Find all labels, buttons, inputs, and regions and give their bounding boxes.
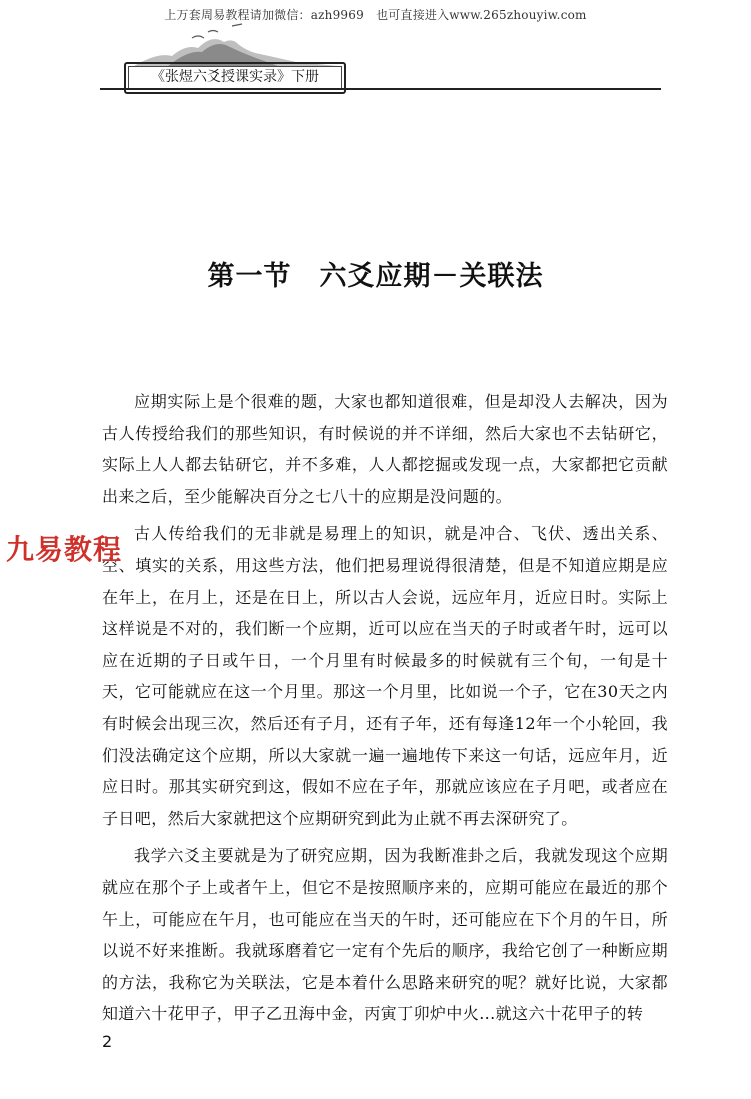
section-title: 第一节 六爻应期－关联法 xyxy=(207,261,544,292)
page-number: 2 xyxy=(102,1032,113,1051)
paragraph-1: 应期实际上是个很难的题，大家也都知道很难，但是却没人去解决，因为古人传授给我们的那些知识，有时候说的并不详细，然后大家也不去钻研它，实际上人人都去钻研它，并不多难，人人都挖掘或发现一点，大家都把它贡献出来之后，至少能解决百分之七八十的应期是没问题的。 xyxy=(102,392,668,506)
body-text xyxy=(102,386,668,1036)
book-title: 《张煜六爻授课实录》下册 xyxy=(151,69,319,85)
top-promo-note: 上万套周易教程请加微信：azh9969 也可直接进入www.265zhouyiw.com xyxy=(164,8,587,22)
watermark-logo: 九易教程 xyxy=(6,533,123,566)
header-rule xyxy=(100,88,661,90)
paragraph-3: 我学六爻主要就是为了研究应期，因为我断准卦之后，我就发现这个应期就应在那个子上或者午上，但它不是按照顺序来的，应期可能应在最近的那个午上，可能应在午月，也可能应在当天的午时，还可能应在下个月的午日，所以说不好来推断。我就琢磨着它一定有个先后的顺序，我给它创了一种断应期的方法，我称它为关联法，它是本着什么思路来研究的呢？就好比说，大家都知道六十花甲子，甲子乙丑海中金，丙寅丁卯炉中火...就这六十花甲子的转 xyxy=(102,846,668,1024)
paragraph-2: 古人传给我们的无非就是易理上的知识，就是冲合、飞伏、透出关系、空、填实的关系，用这些方法，他们把易理说得很清楚，但是不知道应期是应在年上，在月上，还是在日上，所以古人会说，远应年月，近应日时。实际上这样说是不对的，我们断一个应期，近可以应在当天的子时或者午时，远可以应在近期的子日或午日，一个月里有时候最多的时候就有三个旬，一旬是十天，它可能就应在这一个月里。那这一个月里，比如说一个子，它在30天之内有时候会出现三次，然后还有子月，还有子年，还有每逢12年一个小轮回，我们没法确定这个应期，所以大家就一遍一遍地传下来这一句话，远应年月，近应日时。那其实研究到这，假如不应在子年，那就应该应在子月吧，或者应在子日吧，然后大家就把这个应期研究到此为止就不再去深研究了。 xyxy=(102,524,668,828)
